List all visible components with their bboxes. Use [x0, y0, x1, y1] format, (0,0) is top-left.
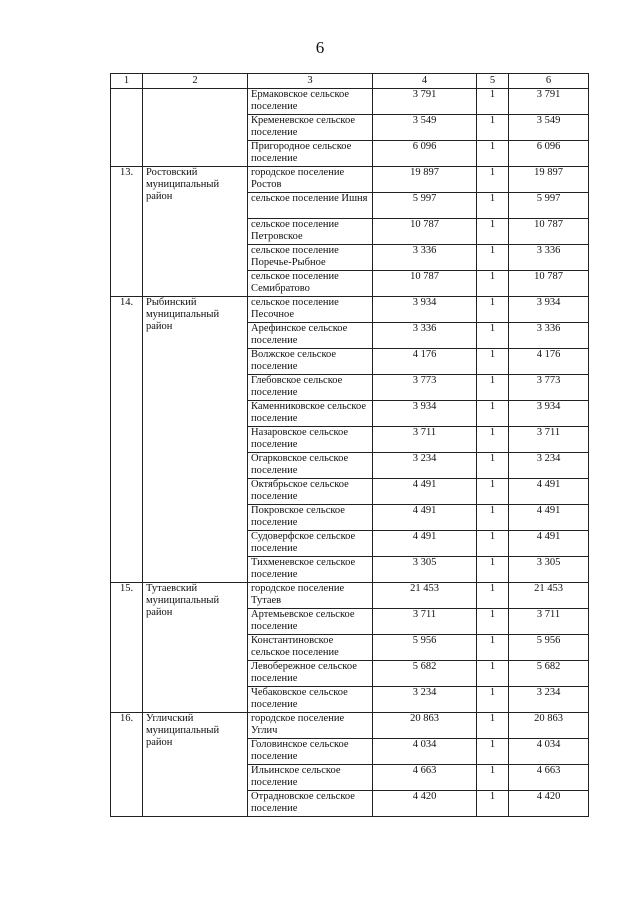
- table-row: [111, 583, 589, 609]
- value-col-6: 20 863: [509, 713, 589, 739]
- value-col-5: 1: [477, 89, 509, 115]
- value-col-4: 4 420: [373, 791, 477, 817]
- table-body: [111, 89, 589, 817]
- district-name: Ростовский муниципальный район: [143, 167, 248, 297]
- value-col-5: 1: [477, 167, 509, 193]
- value-col-6: 4 491: [509, 531, 589, 557]
- header-cell: 6: [509, 74, 589, 89]
- value-col-6: 3 549: [509, 115, 589, 141]
- value-col-4: 3 934: [373, 297, 477, 323]
- value-col-5: 1: [477, 297, 509, 323]
- value-col-5: 1: [477, 609, 509, 635]
- settlement-name: сельское поселение Петровское: [248, 219, 373, 245]
- district-number: 13.: [111, 167, 143, 297]
- settlement-name: сельское поселение Песочное: [248, 297, 373, 323]
- value-col-4: 3 234: [373, 687, 477, 713]
- value-col-4: 3 711: [373, 609, 477, 635]
- settlement-name: Каменниковское сельское поселение: [248, 401, 373, 427]
- value-col-4: 5 997: [373, 193, 477, 219]
- header-cell: 1: [111, 74, 143, 89]
- settlement-name: Ильинское сельское поселение: [248, 765, 373, 791]
- header-cell: 2: [143, 74, 248, 89]
- settlement-name: Октябрьское сельское поселение: [248, 479, 373, 505]
- settlement-name: Ермаковское сельское поселение: [248, 89, 373, 115]
- value-col-5: 1: [477, 349, 509, 375]
- value-col-5: 1: [477, 635, 509, 661]
- settlement-name: сельское поселение Поречье-Рыбное: [248, 245, 373, 271]
- value-col-5: 1: [477, 557, 509, 583]
- district-number: 14.: [111, 297, 143, 583]
- value-col-6: 3 336: [509, 323, 589, 349]
- value-col-4: 5 682: [373, 661, 477, 687]
- settlement-name: Покровское сельское поселение: [248, 505, 373, 531]
- settlement-name: Волжское сельское поселение: [248, 349, 373, 375]
- settlement-name: Головинское сельское поселение: [248, 739, 373, 765]
- value-col-4: 3 791: [373, 89, 477, 115]
- value-col-4: 3 773: [373, 375, 477, 401]
- value-col-5: 1: [477, 323, 509, 349]
- table-row: [111, 89, 589, 115]
- value-col-4: 4 176: [373, 349, 477, 375]
- settlement-name: Глебовское сельское поселение: [248, 375, 373, 401]
- settlement-name: Кременевское сельское поселение: [248, 115, 373, 141]
- settlement-name: сельское поселение Семибратово: [248, 271, 373, 297]
- value-col-6: 3 934: [509, 297, 589, 323]
- value-col-6: 5 682: [509, 661, 589, 687]
- value-col-4: 3 711: [373, 427, 477, 453]
- value-col-4: 4 663: [373, 765, 477, 791]
- value-col-5: 1: [477, 375, 509, 401]
- value-col-6: 3 773: [509, 375, 589, 401]
- value-col-4: 3 549: [373, 115, 477, 141]
- settlement-name: Пригородное сельское поселение: [248, 141, 373, 167]
- value-col-6: 4 034: [509, 739, 589, 765]
- settlement-name: Артемьевское сельское поселение: [248, 609, 373, 635]
- value-col-5: 1: [477, 401, 509, 427]
- value-col-6: 3 711: [509, 609, 589, 635]
- value-col-5: 1: [477, 479, 509, 505]
- settlement-name: Тихменевское сельское поселение: [248, 557, 373, 583]
- settlement-name: Судоверфское сельское поселение: [248, 531, 373, 557]
- value-col-5: 1: [477, 687, 509, 713]
- value-col-4: 21 453: [373, 583, 477, 609]
- district-name: [143, 89, 248, 167]
- value-col-5: 1: [477, 141, 509, 167]
- value-col-6: 21 453: [509, 583, 589, 609]
- district-number: 15.: [111, 583, 143, 713]
- value-col-6: 3 234: [509, 687, 589, 713]
- settlement-name: Чебаковское сельское поселение: [248, 687, 373, 713]
- district-number: [111, 89, 143, 167]
- value-col-5: 1: [477, 765, 509, 791]
- settlement-name: Огарковское сельское поселение: [248, 453, 373, 479]
- value-col-6: 10 787: [509, 271, 589, 297]
- district-number: 16.: [111, 713, 143, 817]
- settlement-name: городское поселение Ростов: [248, 167, 373, 193]
- settlement-name: Назаровское сельское поселение: [248, 427, 373, 453]
- value-col-4: 5 956: [373, 635, 477, 661]
- header-cell: 3: [248, 74, 373, 89]
- value-col-4: 6 096: [373, 141, 477, 167]
- value-col-4: 3 234: [373, 453, 477, 479]
- value-col-6: 5 956: [509, 635, 589, 661]
- district-name: Рыбинский муниципальный район: [143, 297, 248, 583]
- value-col-4: 3 336: [373, 245, 477, 271]
- value-col-4: 19 897: [373, 167, 477, 193]
- table-row: [111, 297, 589, 323]
- value-col-4: 3 305: [373, 557, 477, 583]
- value-col-6: 6 096: [509, 141, 589, 167]
- settlement-name: Отрадновское сельское поселение: [248, 791, 373, 817]
- value-col-4: 10 787: [373, 271, 477, 297]
- value-col-5: 1: [477, 791, 509, 817]
- value-col-6: 4 491: [509, 505, 589, 531]
- header-cell: 5: [477, 74, 509, 89]
- value-col-6: 3 711: [509, 427, 589, 453]
- value-col-5: 1: [477, 193, 509, 219]
- header-row: [111, 74, 589, 89]
- value-col-4: 4 491: [373, 505, 477, 531]
- value-col-5: 1: [477, 271, 509, 297]
- page-number: 6: [315, 38, 325, 57]
- value-col-6: 3 791: [509, 89, 589, 115]
- value-col-5: 1: [477, 219, 509, 245]
- table-row: [111, 167, 589, 193]
- settlement-name: Константиновское сельское поселение: [248, 635, 373, 661]
- value-col-6: 4 176: [509, 349, 589, 375]
- table-row: [111, 713, 589, 739]
- value-col-6: 3 934: [509, 401, 589, 427]
- value-col-4: 3 934: [373, 401, 477, 427]
- header-cell: 4: [373, 74, 477, 89]
- value-col-6: 4 663: [509, 765, 589, 791]
- settlement-name: Левобережное сельское поселение: [248, 661, 373, 687]
- value-col-5: 1: [477, 115, 509, 141]
- value-col-6: 3 234: [509, 453, 589, 479]
- value-col-5: 1: [477, 661, 509, 687]
- value-col-6: 3 336: [509, 245, 589, 271]
- value-col-6: 19 897: [509, 167, 589, 193]
- settlement-name: сельское поселение Ишня: [248, 193, 373, 219]
- settlement-name: Арефинское сельское поселение: [248, 323, 373, 349]
- value-col-6: 3 305: [509, 557, 589, 583]
- value-col-6: 5 997: [509, 193, 589, 219]
- settlement-name: городское поселение Тутаев: [248, 583, 373, 609]
- value-col-5: 1: [477, 453, 509, 479]
- value-col-5: 1: [477, 531, 509, 557]
- value-col-5: 1: [477, 427, 509, 453]
- value-col-4: 3 336: [373, 323, 477, 349]
- value-col-5: 1: [477, 739, 509, 765]
- value-col-5: 1: [477, 245, 509, 271]
- value-col-6: 4 491: [509, 479, 589, 505]
- value-col-4: 4 491: [373, 479, 477, 505]
- value-col-4: 10 787: [373, 219, 477, 245]
- value-col-4: 4 034: [373, 739, 477, 765]
- district-name: Угличский муниципальный район: [143, 713, 248, 817]
- data-table: [110, 73, 589, 817]
- settlement-name: городское поселение Углич: [248, 713, 373, 739]
- value-col-5: 1: [477, 713, 509, 739]
- district-name: Тутаевский муниципальный район: [143, 583, 248, 713]
- value-col-5: 1: [477, 583, 509, 609]
- value-col-6: 10 787: [509, 219, 589, 245]
- value-col-6: 4 420: [509, 791, 589, 817]
- value-col-4: 4 491: [373, 531, 477, 557]
- value-col-5: 1: [477, 505, 509, 531]
- value-col-4: 20 863: [373, 713, 477, 739]
